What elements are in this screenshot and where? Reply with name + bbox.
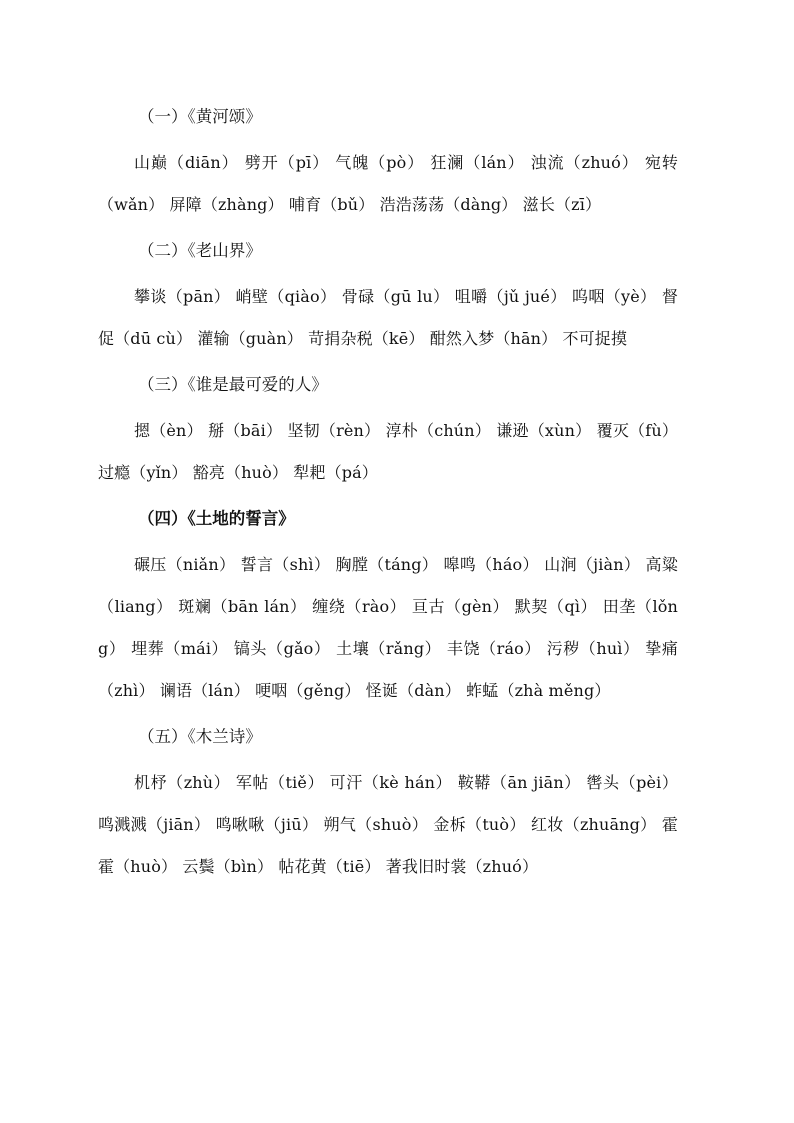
section-3: [98, 368, 678, 494]
section-1: [98, 100, 678, 226]
section-vocabulary: 碾压（niǎn） 誓言（shì） 胸膛（táng） 嗥鸣（háo） 山涧（jiàn） 高粱（liang） 斑斓（bān lán） 缠绕（rào） 亘古（gèn） 默契（qì） 田垄（lǒng） 埋葬（mái） 镐头（gǎo） 土壤（rǎng） 丰饶（ráo） 污秽（huì） 挚痛（zhì） 谰语（lán） 哽咽（gěng） 怪诞（dàn） 蚱蜢（zhà měng）: [98, 555, 678, 700]
section-vocabulary: 山巅（diān） 劈开（pī） 气魄（pò） 狂澜（lán） 浊流（zhuó） 宛转（wǎn） 屏障（zhàng） 哺育（bǔ） 浩浩荡荡（dàng） 滋长（zī）: [98, 153, 678, 214]
section-title: （四）《土地的誓言》: [138, 509, 295, 528]
section-4: [98, 502, 678, 712]
section-2: [98, 234, 678, 360]
section-title: （二）《老山界》: [138, 241, 262, 260]
section-title: （三）《谁是最可爱的人》: [138, 375, 328, 394]
section-title: （五）《木兰诗》: [138, 727, 262, 746]
document-page: [98, 100, 678, 896]
section-title: （一）《黄河颂》: [138, 107, 262, 126]
section-vocabulary: 攀谈（pān） 峭壁（qiào） 骨碌（gū lu） 咀嚼（jǔ jué） 呜咽（yè） 督促（dū cù） 灌输（guàn） 苛捐杂税（kē） 酣然入梦（hān） 不可捉摸: [98, 287, 678, 348]
section-5: [98, 720, 678, 888]
section-vocabulary: 机杼（zhù） 军帖（tiě） 可汗（kè hán） 鞍鞯（ān jiān） 辔头（pèi） 鸣溅溅（jiān） 鸣啾啾（jiū） 朔气（shuò） 金柝（tuò） 红妆（zhuāng） 霍霍（huò） 云鬓（bìn） 帖花黄（tiē） 著我旧时裳（zhuó）: [98, 773, 678, 876]
section-vocabulary: 摁（èn） 掰（bāi） 坚韧（rèn） 淳朴（chún） 谦逊（xùn） 覆灭（fù） 过瘾（yǐn） 豁亮（huò） 犁耙（pá）: [98, 421, 678, 482]
